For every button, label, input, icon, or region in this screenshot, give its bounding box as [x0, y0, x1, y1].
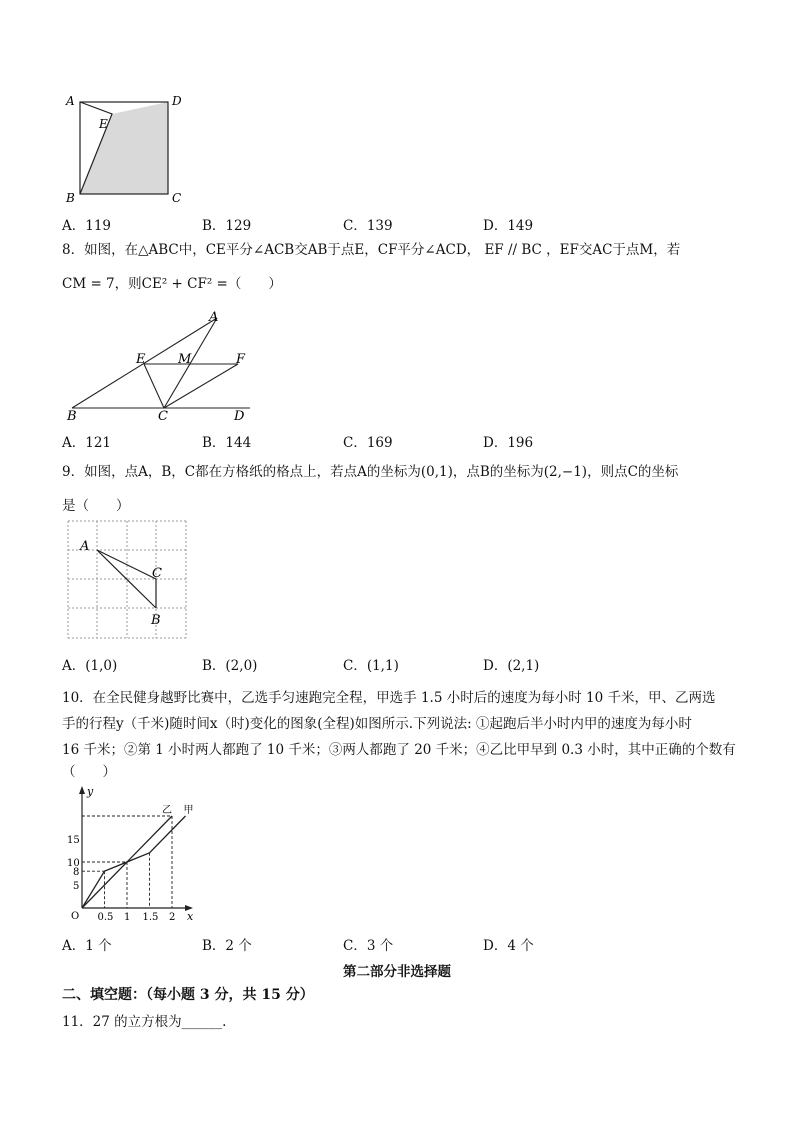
q7-label-B: B — [66, 191, 75, 205]
q7-shaded-region — [80, 102, 168, 194]
q8-label-D: D — [234, 409, 245, 424]
q7-option-d: D．149 — [483, 218, 534, 234]
q10-option-b: B．2 个 — [202, 938, 252, 954]
x-tick-label: 0.5 — [97, 912, 114, 923]
q9-option-d: D．(2,1) — [483, 658, 540, 674]
q7-option-a: A．119 — [62, 218, 112, 234]
q10-text-line1: 10．在全民健身越野比赛中，乙选手匀速跑完全程，甲选手 1.5 小时后的速度为每小时 10 千米，甲、乙两选 — [62, 690, 716, 706]
q8-line-CE — [144, 364, 164, 408]
q8-label-F: F — [236, 352, 246, 367]
q8-option-c: C．169 — [343, 435, 393, 451]
q7-option-b: B．129 — [202, 218, 252, 234]
y-axis-arrow — [79, 786, 85, 794]
y-tick-label: 15 — [67, 835, 80, 846]
q8-option-d: D．196 — [483, 435, 534, 451]
q10-text-line2: 手的行程y（千米)随时间x（时)变化的图象(全程)如图所示.下列说法: ①起跑后半小时内甲的速度为每小时 — [62, 716, 692, 732]
q7-label-D: D — [172, 94, 182, 108]
x-tick-label: 1.5 — [142, 912, 159, 923]
q8-label-E: E — [136, 352, 146, 367]
y-tick-label: 5 — [73, 881, 80, 892]
q9-option-b: B．(2,0) — [202, 658, 258, 674]
q8-text-line1: 8．如图，在△ABC中，CE平分∠ACB交AB于点E，CF平分∠ACD， EF // BC ，EF交AC于点M，若 — [62, 242, 681, 258]
q9-label-B: B — [151, 613, 161, 628]
q8-label-A: A — [209, 310, 219, 325]
q10-option-c: C．3 个 — [343, 938, 394, 954]
q8-label-B: B — [67, 409, 77, 424]
q8-option-b: B．144 — [202, 435, 252, 451]
x-tick-label: 1 — [124, 912, 131, 923]
q7-label-C: C — [172, 191, 182, 205]
q9-option-a: A．(1,0) — [62, 658, 118, 674]
q10-text-line4: （ ） — [62, 764, 116, 780]
q8-option-a: A．121 — [62, 435, 112, 451]
q7-label-A: A — [66, 94, 75, 108]
q9-text-line1: 9．如图，点A，B，C都在方格纸的格点上，若点A的坐标为(0,1)，点B的坐标为(2,−1)，则点C的坐标 — [62, 464, 679, 480]
y-tick-label: 10 — [67, 858, 80, 869]
q9-option-c: C．(1,1) — [343, 658, 399, 674]
q7-options — [62, 214, 762, 234]
q8-line-CF — [164, 364, 238, 408]
series-label-yi: 乙 — [162, 805, 172, 816]
series-label-jia: 甲 — [183, 805, 194, 816]
q9-figure — [60, 516, 192, 646]
x-tick-label: 2 — [169, 912, 176, 923]
q9-label-C: C — [152, 566, 162, 581]
part2-title: 第二部分非选择题 — [343, 964, 451, 980]
q8-text-line2: CM = 7，则CE² + CF² =（ ） — [62, 276, 282, 292]
q11-text: 11．27 的立方根为______. — [62, 1014, 227, 1030]
origin-label: O — [71, 911, 80, 922]
x-axis-label: x — [187, 910, 194, 923]
q10-option-a: A．1 个 — [62, 938, 112, 954]
q9-text-line2: 是（ ） — [62, 498, 130, 514]
q8-options — [62, 431, 762, 451]
q8-label-M: M — [178, 352, 192, 367]
q7-figure — [60, 92, 200, 207]
q9-label-A: A — [80, 539, 90, 554]
q10-chart — [60, 784, 230, 926]
q10-text-line3: 16 千米；②第 1 小时两人都跑了 10 千米；③两人都跑了 20 千米；④乙比甲早到 0.3 小时，其中正确的个数有 — [62, 742, 736, 758]
q8-figure — [60, 306, 260, 426]
q10-option-d: D．4 个 — [483, 938, 534, 954]
section-heading: 二、填空题：（每小题 3 分，共 15 分） — [62, 987, 314, 1003]
q10-options — [62, 934, 762, 954]
q7-label-E: E — [99, 117, 108, 131]
q8-label-C: C — [158, 409, 168, 424]
q7-option-c: C．139 — [343, 218, 393, 234]
y-tick-label: 8 — [73, 867, 80, 879]
q9-options — [62, 654, 762, 674]
y-axis-label: y — [87, 785, 94, 798]
